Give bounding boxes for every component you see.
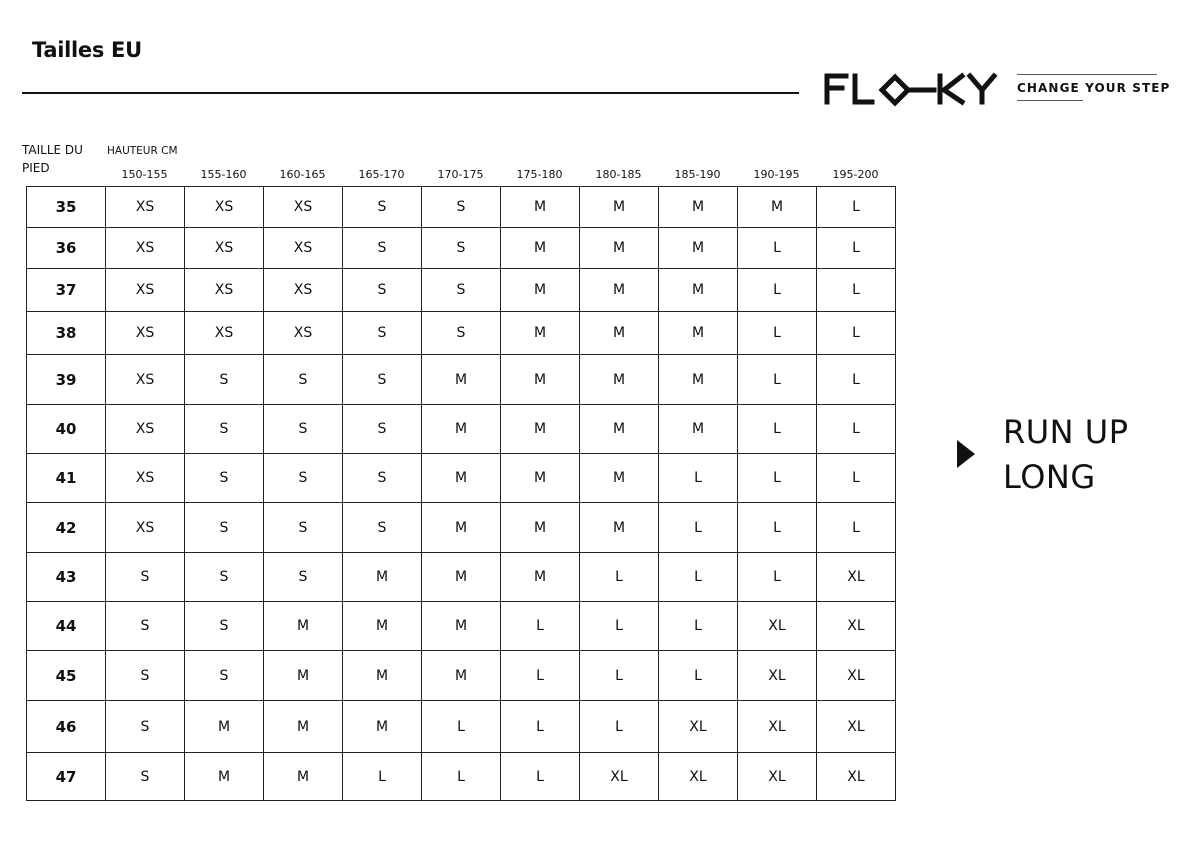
size-cell: M (501, 553, 580, 602)
size-cell: M (501, 269, 580, 312)
size-cell: M (185, 701, 264, 753)
flyky-logo (822, 66, 1004, 112)
size-cell: XS (185, 228, 264, 269)
foot-size-cell: 46 (27, 701, 106, 753)
size-cell: L (738, 312, 817, 355)
foot-size-label: TAILLE DU PIED (22, 143, 83, 175)
size-cell: S (422, 187, 501, 228)
size-cell: XS (106, 405, 185, 454)
foot-size-cell: 39 (27, 355, 106, 405)
size-cell: L (817, 503, 896, 553)
height-range-header: 155-160 (200, 168, 247, 181)
size-cell: S (422, 269, 501, 312)
table-row (27, 503, 896, 553)
size-cell: L (738, 355, 817, 405)
size-chart-table (26, 186, 896, 801)
size-cell: M (501, 187, 580, 228)
size-cell: S (106, 553, 185, 602)
height-range-header: 185-190 (674, 168, 721, 181)
size-cell: XL (659, 753, 738, 801)
size-cell: XS (264, 312, 343, 355)
size-cell: XS (106, 355, 185, 405)
product-name (1003, 410, 1128, 500)
size-cell: L (659, 651, 738, 701)
size-cell: S (422, 312, 501, 355)
size-cell: S (264, 503, 343, 553)
size-cell: L (817, 187, 896, 228)
size-cell: S (343, 269, 422, 312)
size-cell: M (422, 503, 501, 553)
table-row (27, 269, 896, 312)
size-cell: M (659, 355, 738, 405)
size-cell: M (580, 312, 659, 355)
size-cell: L (422, 753, 501, 801)
size-cell: XS (264, 228, 343, 269)
size-cell: XL (817, 651, 896, 701)
size-cell: XL (817, 753, 896, 801)
size-cell: S (343, 355, 422, 405)
size-cell: S (185, 651, 264, 701)
foot-size-cell: 41 (27, 454, 106, 503)
size-cell: XS (185, 269, 264, 312)
size-cell: M (659, 312, 738, 355)
size-cell: M (343, 651, 422, 701)
height-range-header: 165-170 (358, 168, 405, 181)
height-range-header: 170-175 (437, 168, 484, 181)
tagline-line-bottom (1017, 100, 1083, 101)
size-cell: XL (817, 602, 896, 651)
size-cell: S (106, 753, 185, 801)
size-cell: L (580, 651, 659, 701)
foot-size-cell: 36 (27, 228, 106, 269)
size-cell: XL (738, 602, 817, 651)
size-cell: M (659, 187, 738, 228)
size-cell: M (343, 701, 422, 753)
height-label: HAUTEUR CM (107, 145, 178, 157)
size-cell: M (343, 602, 422, 651)
size-cell: XL (738, 701, 817, 753)
size-cell: XS (106, 503, 185, 553)
size-cell: XS (106, 187, 185, 228)
size-cell: S (343, 312, 422, 355)
brand-tagline (1017, 74, 1171, 102)
size-cell: M (659, 269, 738, 312)
size-cell: XL (659, 701, 738, 753)
size-cell: S (422, 228, 501, 269)
table-row (27, 701, 896, 753)
size-cell: L (501, 701, 580, 753)
height-range-header: 195-200 (832, 168, 879, 181)
foot-size-cell: 43 (27, 553, 106, 602)
page-title: Tailles EU (32, 38, 142, 62)
size-cell: L (659, 602, 738, 651)
size-cell: S (106, 651, 185, 701)
size-cell: M (501, 405, 580, 454)
size-cell: XS (106, 269, 185, 312)
size-cell: XL (738, 753, 817, 801)
size-cell: M (422, 355, 501, 405)
size-cell: S (185, 405, 264, 454)
size-cell: L (659, 553, 738, 602)
size-cell: M (580, 355, 659, 405)
size-cell: M (422, 454, 501, 503)
tagline-line-top (1017, 74, 1157, 75)
size-cell: M (580, 269, 659, 312)
size-cell: M (422, 553, 501, 602)
size-cell: S (343, 228, 422, 269)
product-name-line2: LONG (1003, 458, 1096, 496)
size-cell: S (106, 602, 185, 651)
size-cell: XS (185, 187, 264, 228)
size-cell: M (738, 187, 817, 228)
table-row (27, 187, 896, 228)
size-cell: L (580, 701, 659, 753)
table-row (27, 405, 896, 454)
size-cell: S (343, 503, 422, 553)
foot-size-cell: 37 (27, 269, 106, 312)
size-cell: M (264, 651, 343, 701)
table-row (27, 228, 896, 269)
size-cell: XL (817, 553, 896, 602)
size-cell: S (185, 454, 264, 503)
foot-size-cell: 35 (27, 187, 106, 228)
height-range-header: 160-165 (279, 168, 326, 181)
table-row (27, 651, 896, 701)
foot-size-cell: 45 (27, 651, 106, 701)
size-cell: S (343, 454, 422, 503)
size-cell: S (264, 454, 343, 503)
header-divider (22, 92, 799, 94)
size-cell: M (501, 228, 580, 269)
table-row (27, 753, 896, 801)
size-cell: XS (185, 312, 264, 355)
size-cell: XS (106, 454, 185, 503)
size-cell: S (264, 553, 343, 602)
size-cell: L (659, 503, 738, 553)
size-cell: L (738, 269, 817, 312)
size-cell: M (659, 405, 738, 454)
size-cell: L (659, 454, 738, 503)
size-cell: M (501, 503, 580, 553)
size-cell: M (264, 701, 343, 753)
height-range-header: 190-195 (753, 168, 800, 181)
size-cell: XL (817, 701, 896, 753)
size-cell: M (580, 405, 659, 454)
table-row (27, 454, 896, 503)
size-cell: XL (580, 753, 659, 801)
size-cell: XS (264, 269, 343, 312)
size-cell: M (501, 454, 580, 503)
size-cell: S (185, 553, 264, 602)
size-cell: M (264, 602, 343, 651)
size-cell: M (580, 228, 659, 269)
foot-size-cell: 44 (27, 602, 106, 651)
height-range-header: 180-185 (595, 168, 642, 181)
table-row (27, 355, 896, 405)
height-range-header: 150-155 (121, 168, 168, 181)
size-cell: XS (264, 187, 343, 228)
size-cell: M (422, 651, 501, 701)
product-name-line1: RUN UP (1003, 413, 1129, 451)
size-cell: M (659, 228, 738, 269)
size-cell: S (343, 187, 422, 228)
size-cell: L (422, 701, 501, 753)
size-cell: L (817, 454, 896, 503)
size-cell: XL (738, 651, 817, 701)
play-arrow-icon (957, 440, 975, 468)
table-row (27, 553, 896, 602)
height-range-header: 175-180 (516, 168, 563, 181)
size-cell: M (580, 187, 659, 228)
size-cell: L (580, 602, 659, 651)
size-cell: XS (106, 312, 185, 355)
size-cell: L (738, 553, 817, 602)
size-cell: M (501, 312, 580, 355)
size-cell: L (738, 454, 817, 503)
size-cell: M (422, 602, 501, 651)
size-cell: M (501, 355, 580, 405)
size-cell: L (343, 753, 422, 801)
size-cell: M (580, 503, 659, 553)
size-cell: L (817, 269, 896, 312)
size-cell: L (817, 355, 896, 405)
size-cell: S (264, 405, 343, 454)
size-cell: L (738, 405, 817, 454)
size-cell: S (185, 355, 264, 405)
size-cell: L (817, 228, 896, 269)
size-cell: M (343, 553, 422, 602)
size-cell: XS (106, 228, 185, 269)
foot-size-cell: 38 (27, 312, 106, 355)
foot-size-cell: 47 (27, 753, 106, 801)
foot-size-cell: 40 (27, 405, 106, 454)
size-cell: L (501, 651, 580, 701)
size-cell: L (738, 228, 817, 269)
size-cell: L (501, 602, 580, 651)
table-row (27, 602, 896, 651)
size-cell: L (738, 503, 817, 553)
size-cell: L (501, 753, 580, 801)
size-cell: S (264, 355, 343, 405)
size-cell: S (106, 701, 185, 753)
size-cell: M (185, 753, 264, 801)
size-cell: S (343, 405, 422, 454)
foot-size-cell: 42 (27, 503, 106, 553)
size-cell: S (185, 602, 264, 651)
size-cell: M (422, 405, 501, 454)
size-cell: M (264, 753, 343, 801)
size-cell: L (580, 553, 659, 602)
tagline-text: CHANGE YOUR STEP (1017, 81, 1171, 95)
size-cell: M (580, 454, 659, 503)
table-row (27, 312, 896, 355)
size-cell: L (817, 312, 896, 355)
size-cell: S (185, 503, 264, 553)
size-cell: L (817, 405, 896, 454)
